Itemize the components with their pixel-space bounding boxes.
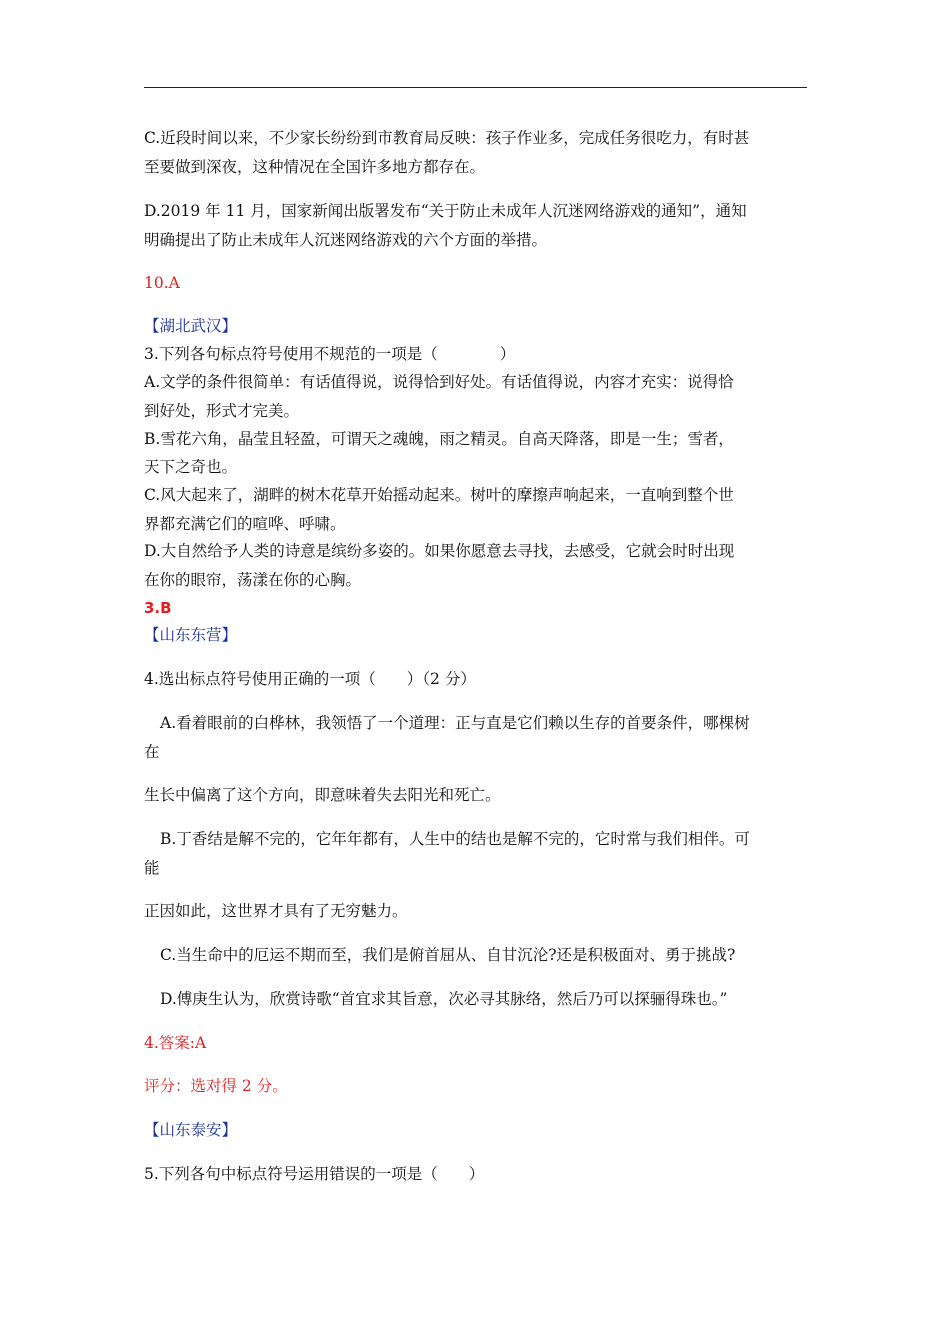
q3-option-a-line2: 到好处，形式才完美。 [144, 402, 300, 420]
q4-option-b-line2: 能 [144, 859, 160, 877]
prev-option-d-line1: D.2019 年 11 月，国家新闻出版署发布“关于防止未成年人沉迷网络游戏的通知”，通知 [144, 202, 747, 220]
q3-option-a-line1: A.文学的条件很简单：有话值得说，说得恰到好处。有话值得说，内容才充实：说得恰 [144, 373, 734, 391]
question-4: 4.选出标点符号使用正确的一项（ ）（2 分） [144, 670, 476, 688]
q3-option-b-line2: 天下之奇也。 [144, 458, 238, 476]
prev-option-c-line2: 至要做到深夜，这种情况在全国许多地方都存在。 [144, 158, 486, 176]
region-label-wuhan: 【湖北武汉】 [144, 317, 238, 335]
q3-answer: 3.B [144, 599, 172, 617]
prev-answer: 10.A [144, 274, 180, 292]
prev-option-c-line1: C.近段时间以来，不少家长纷纷到市教育局反映：孩子作业多，完成任务很吃力，有时甚 [144, 129, 750, 147]
q4-option-c: C.当生命中的厄运不期而至，我们是俯首屈从、自甘沉沦?还是积极面对、勇于挑战? [160, 946, 736, 964]
q4-option-a-line1: A.看着眼前的白桦林，我领悟了一个道理：正与直是它们赖以生存的首要条件，哪棵树 [160, 714, 750, 732]
q4-option-b-line3: 正因如此，这世界才具有了无穷魅力。 [144, 902, 408, 920]
q3-option-d-line1: D.大自然给予人类的诗意是缤纷多姿的。如果你愿意去寻找，去感受，它就会时时出现 [144, 542, 735, 560]
q4-score: 评分：选对得 2 分。 [144, 1077, 288, 1095]
q3-option-c-line2: 界都充满它们的喧哗、呼啸。 [144, 515, 346, 533]
q4-option-a-line2: 在 [144, 743, 160, 761]
q4-answer: 4.答案:A [144, 1034, 207, 1052]
header-rule [144, 87, 807, 88]
q4-option-b-line1: B.丁香结是解不完的，它年年都有，人生中的结也是解不完的，它时常与我们相伴。可 [160, 830, 750, 848]
q4-option-a-line3: 生长中偏离了这个方向，即意味着失去阳光和死亡。 [144, 786, 501, 804]
question-3: 3.下列各句标点符号使用不规范的一项是（ ） [144, 345, 516, 363]
prev-option-d-line2: 明确提出了防止未成年人沉迷网络游戏的六个方面的举措。 [144, 231, 548, 249]
region-label-dongying: 【山东东营】 [144, 626, 238, 644]
q4-option-d: D.傅庚生认为，欣赏诗歌“首宜求其旨意，次必寻其脉络，然后乃可以探骊得珠也。” [160, 990, 728, 1008]
q3-option-b-line1: B.雪花六角，晶莹且轻盈，可谓天之魂魄，雨之精灵。自高天降落，即是一生；雪者， [144, 430, 734, 448]
q3-option-c-line1: C.风大起来了，湖畔的树木花草开始摇动起来。树叶的摩擦声响起来，一直响到整个世 [144, 486, 734, 504]
question-5: 5.下列各句中标点符号运用错误的一项是（ ） [144, 1165, 485, 1183]
q3-option-d-line2: 在你的眼帘，荡漾在你的心胸。 [144, 571, 362, 589]
region-label-taian: 【山东泰安】 [144, 1121, 238, 1139]
